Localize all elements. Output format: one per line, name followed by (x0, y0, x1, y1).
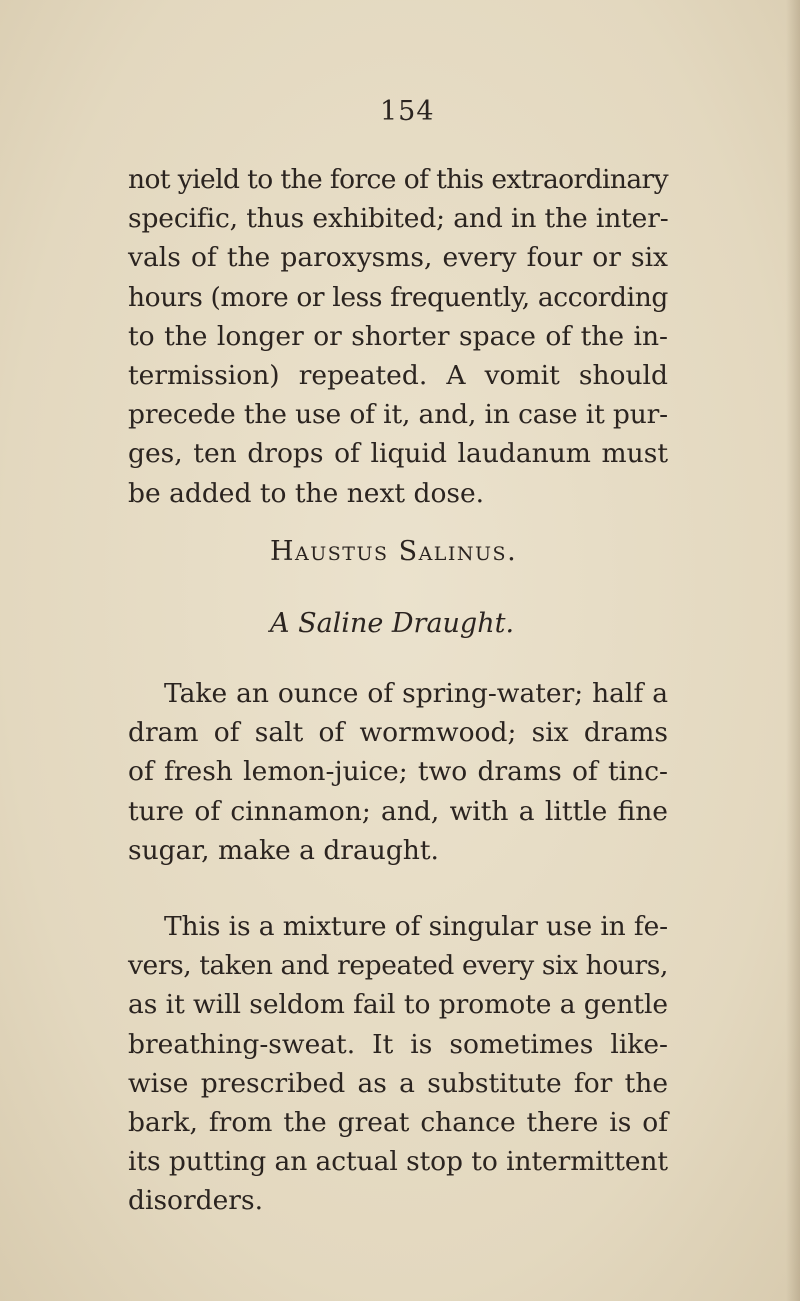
paragraph-1-line: specific, thus exhibited; and in the inter- (128, 203, 669, 235)
paragraph-3-line: breathing-sweat. It is sometimes like- (128, 1028, 668, 1060)
paragraph-1-line: ges, ten drops of liquid laudanum must (128, 438, 668, 470)
recipe-line: Take an ounce of spring-water; half a (164, 678, 668, 709)
paragraph-1-line: be added to the next dose. (128, 477, 485, 509)
paragraph-3-line: disorders. (128, 1185, 263, 1217)
paragraph-1-line: vals of the paroxysms, every four or six (128, 242, 668, 274)
paragraph-1 (128, 160, 668, 513)
paragraph-3-line: wise prescribed as a substitute for the (128, 1067, 668, 1099)
paragraph-3-line: This is a mixture of singular use in fe- (164, 911, 668, 942)
paragraph-1-line: termission) repeated. A vomit should (128, 360, 668, 392)
recipe-title: Haustus Salinus. (270, 536, 518, 567)
page-number: 154 (380, 96, 435, 127)
paragraph-3-line: vers, taken and repeated every six hours, (128, 950, 668, 982)
paragraph-1-line: not yield to the force of this extraordinary (128, 164, 668, 195)
recipe-line: of fresh lemon-juice; two drams of tinc- (128, 756, 668, 788)
page-edge-shadow (786, 0, 800, 1301)
paragraph-3-line: bark, from the great chance there is of (128, 1107, 668, 1139)
recipe-line: sugar, make a draught. (128, 834, 439, 866)
recipe-paragraph (128, 674, 668, 870)
paragraph-3-line: as it will seldom fail to promote a gentle (128, 989, 668, 1021)
recipe-line: ture of cinnamon; and, with a little fine (128, 795, 668, 827)
paragraph-1-line: hours (more or less frequently, according (128, 281, 668, 313)
paragraph-1-line: precede the use of it, and, in case it pur- (128, 399, 669, 431)
paragraph-3 (128, 907, 668, 1221)
paragraph-1-line: to the longer or shorter space of the in- (128, 320, 668, 352)
recipe-line: dram of salt of wormwood; six drams (128, 717, 668, 749)
paragraph-3-line: its putting an actual stop to intermittent (128, 1146, 668, 1178)
recipe-subtitle: A Saline Draught. (270, 608, 515, 639)
